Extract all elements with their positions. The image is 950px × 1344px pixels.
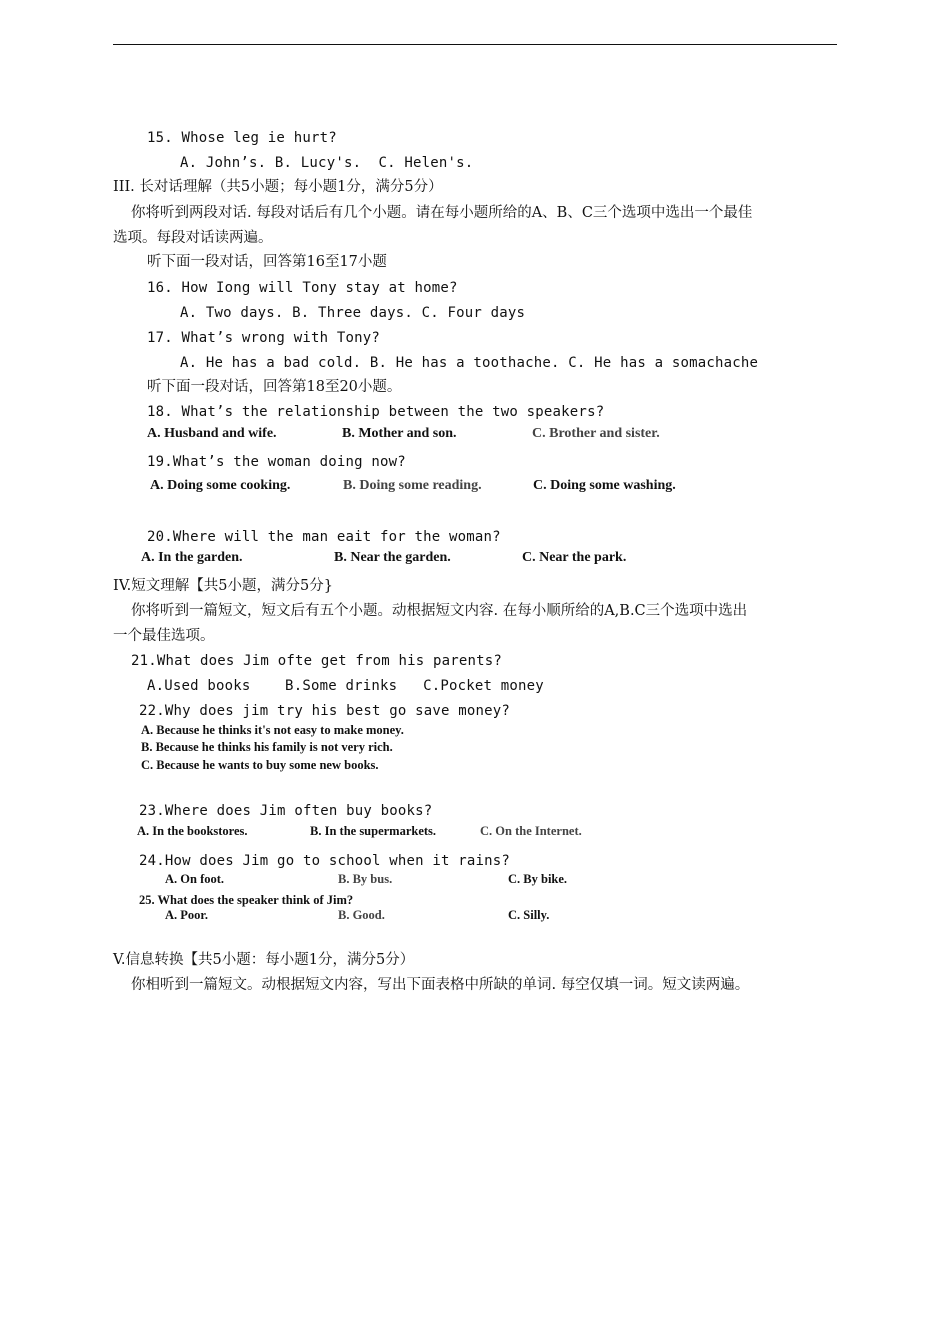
option-c: C. By bike. (508, 872, 568, 886)
option-c: C. Silly. (508, 908, 550, 922)
option-a: A. Poor. (165, 908, 208, 922)
question-20-options (141, 550, 701, 570)
dialog-2-intro: 听下面一段对话，回答第18至20小题。 (147, 379, 402, 395)
question-15-options: A. John’s. B. Lucy's. C. Helen's. (180, 155, 474, 171)
section-4-heading: IV.短文理解【共5小题，满分5分} (113, 578, 333, 594)
header-rule (113, 44, 837, 45)
option-c: C. Near the park. (522, 550, 627, 565)
question-20: 20.Where will the man eait for the woman? (147, 529, 501, 545)
section-5-heading: V.信息转换【共5小题：每小题1分，满分5分） (113, 952, 415, 968)
question-22-option-b: B. Because he thinks his family is not very rich. (141, 740, 393, 754)
option-c: C. On the Internet. (480, 824, 582, 838)
question-25-options (165, 908, 625, 928)
option-c: C. Brother and sister. (532, 426, 660, 441)
option-c: C. Doing some washing. (533, 478, 676, 493)
question-19: 19.What’s the woman doing now? (147, 454, 406, 470)
question-22: 22.Why does jim try his best go save money? (139, 703, 511, 719)
question-15: 15. Whose leg ie hurt? (147, 130, 337, 146)
question-16-options: A. Two days. B. Three days. C. Four days (180, 305, 526, 321)
question-21-options: A.Used books B.Some drinks C.Pocket money (147, 678, 544, 694)
option-a: A. Doing some cooking. (150, 478, 291, 493)
section-3-heading: III. 长对话理解（共5小题；每小题1分，满分5分） (113, 179, 443, 195)
option-a: A. Husband and wife. (147, 426, 277, 441)
section-3-instruction-2: 选项。每段对话读两遍。 (113, 230, 273, 246)
question-25: 25. What does the speaker think of Jim? (139, 893, 354, 907)
question-22-option-c: C. Because he wants to buy some new books. (141, 758, 379, 772)
question-23-options (137, 824, 637, 844)
question-23: 23.Where does Jim often buy books? (139, 803, 433, 819)
option-b: B. Mother and son. (342, 426, 457, 441)
section-4-instruction-2: 一个最佳选项。 (113, 628, 215, 644)
option-b: B. Doing some reading. (343, 478, 482, 493)
question-18: 18. What’s the relationship between the two speakers? (147, 404, 605, 420)
option-b: B. Near the garden. (334, 550, 451, 565)
option-b: B. Good. (338, 908, 385, 922)
option-b: B. By bus. (338, 872, 393, 886)
question-24: 24.How does Jim go to school when it rains? (139, 853, 511, 869)
question-21: 21.What does Jim ofte get from his parents? (131, 653, 503, 669)
question-18-options (147, 426, 707, 446)
dialog-1-intro: 听下面一段对话，回答第16至17小题 (147, 254, 387, 270)
option-b: B. In the supermarkets. (310, 824, 437, 838)
question-17: 17. What’s wrong with Tony? (147, 330, 380, 346)
option-a: A. In the garden. (141, 550, 243, 565)
question-16: 16. How Iong will Tony stay at home? (147, 280, 458, 296)
option-a: A. In the bookstores. (137, 824, 248, 838)
question-22-option-a: A. Because he thinks it's not easy to make money. (141, 723, 404, 737)
section-4-instruction-1: 你将听到一篇短文，短文后有五个小题。动根据短文内容. 在每小顺所给的A,B.C三个选项中选出 (131, 603, 748, 619)
section-5-instruction: 你相听到一篇短文。动根据短文内容，写出下面表格中所缺的单词. 每空仅填一词。短文读两遍。 (131, 977, 750, 993)
question-24-options (165, 872, 625, 892)
question-19-options (150, 478, 710, 498)
question-17-options: A. He has a bad cold. B. He has a toothache. C. He has a somachache (180, 355, 759, 371)
section-3-instruction-1: 你将听到两段对话. 每段对话后有几个小题。请在每小题所给的A、B、C三个选项中选出一个最佳 (131, 205, 753, 221)
option-a: A. On foot. (165, 872, 225, 886)
